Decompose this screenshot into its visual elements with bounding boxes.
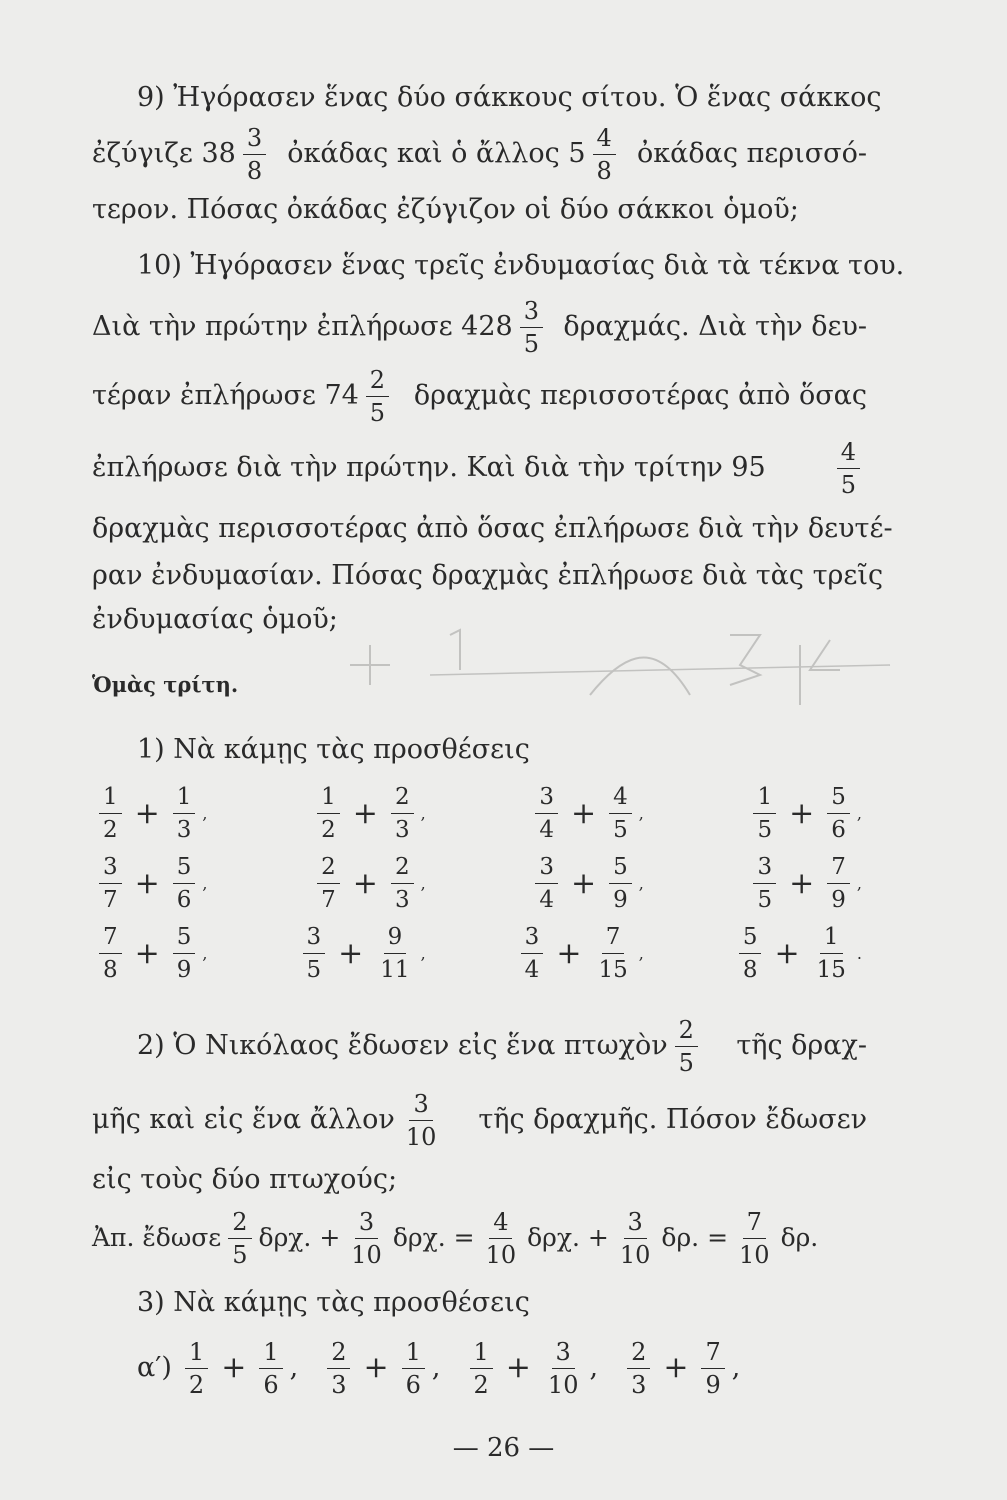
fraction-sum: $\frac{1}{5}$ + $\frac{5}{6}$ ,	[746, 783, 862, 844]
numerator: 2	[327, 1338, 350, 1369]
numerator: 5	[173, 923, 196, 954]
denominator: 6	[831, 816, 846, 843]
denominator: 10	[547, 1370, 579, 1399]
denominator: 3	[331, 1370, 347, 1399]
plus-sign: +	[338, 935, 364, 971]
exercise-2	[92, 1010, 867, 1274]
denominator: 10	[485, 1240, 517, 1269]
numerator: 7	[99, 923, 122, 954]
numerator: 3	[303, 923, 326, 954]
numerator: 9	[384, 923, 407, 954]
numerator: 1	[185, 1338, 208, 1369]
denominator: 5	[523, 329, 539, 358]
grid-row-3	[92, 918, 862, 988]
problem-10-line-7: ἐνδυμασίας ὁμοῦ;	[92, 604, 338, 635]
denominator: 5	[757, 816, 773, 843]
plus-sign: +	[505, 1350, 531, 1385]
denominator: 7	[321, 886, 336, 913]
denominator: 5	[232, 1240, 248, 1269]
numerator: 4	[489, 1208, 512, 1239]
plus-sign: +	[352, 865, 378, 901]
fraction-sum: $\frac{2}{3}$ + $\frac{1}{6}$ ,	[320, 1338, 440, 1399]
fraction-sum: $\frac{3}{4}$ + $\frac{5}{9}$ ,	[528, 853, 644, 914]
numerator: 3	[355, 1208, 378, 1239]
fraction-sum: $\frac{3}{4}$ + $\frac{7}{15}$ ,	[514, 923, 644, 984]
numerator: 3	[99, 853, 122, 884]
denominator: 8	[596, 156, 612, 185]
fraction-sum: $\frac{1}{2}$ + $\frac{1}{6}$ ,	[178, 1338, 298, 1399]
denominator: 10	[405, 1122, 437, 1151]
numerator: 3	[243, 124, 266, 155]
plus-sign: +	[789, 865, 815, 901]
denominator: 3	[631, 1370, 647, 1399]
denominator: 5	[757, 886, 773, 913]
numerator: 3	[535, 853, 558, 884]
denominator: 4	[524, 956, 540, 983]
numerator: 3	[535, 783, 558, 814]
denominator: 8	[103, 956, 118, 983]
denominator: 2	[473, 1370, 489, 1399]
fraction	[593, 124, 616, 185]
fraction	[616, 1208, 655, 1269]
grid-row-2	[92, 848, 862, 918]
numerator: 7	[743, 1208, 766, 1239]
numerator: 7	[827, 853, 850, 884]
numerator: 1	[173, 783, 196, 814]
fraction-sum: $\frac{2}{7}$ + $\frac{2}{3}$ ,	[310, 853, 426, 914]
numerator: 2	[366, 366, 389, 397]
denominator: 9	[705, 1370, 721, 1399]
numerator: 3	[520, 297, 543, 328]
plus-sign: +	[134, 865, 160, 901]
numerator: 1	[820, 923, 843, 954]
fraction-sum: $\frac{3}{5}$ + $\frac{7}{9}$ ,	[746, 853, 862, 914]
fraction-sum: $\frac{5}{8}$ + $\frac{1}{15}$ .	[732, 923, 862, 984]
fraction-sum: $\frac{1}{2}$ + $\frac{3}{10}$ ,	[463, 1338, 599, 1399]
problem-10-line-2: Διὰ τὴν πρώτην ἐπλήρωσε 428 $\frac{3}{5}$ δραχμάς. Διὰ τὴν δευ-	[92, 296, 867, 358]
denominator: 4	[539, 816, 554, 843]
denominator: 15	[598, 956, 628, 983]
numerator: 4	[593, 124, 616, 155]
numerator: 1	[402, 1338, 425, 1369]
denominator: 2	[188, 1370, 205, 1399]
fraction-sum: $\frac{3}{7}$ + $\frac{5}{6}$ ,	[92, 853, 208, 914]
numerator: 5	[827, 783, 850, 814]
fraction	[366, 366, 389, 427]
plus-sign: +	[774, 935, 800, 971]
fraction	[243, 124, 266, 185]
exercise-3: 3) Νὰ κάμῃς τὰς προσθέσεις α′) $\frac{1}{2}$ + $\frac{1}{6}$ , $\frac{2}{3}$ + $\frac{1}{6}$ , $\frac{1}{2}$ + $\frac{3}{10}$ , $\frac{2}{3}$ + $\frac{7}{9}$ ,	[92, 1278, 867, 1408]
plus-sign: +	[570, 865, 597, 901]
plus-sign: +	[363, 1350, 389, 1385]
numerator: 2	[391, 853, 414, 884]
denominator: 3	[394, 816, 410, 843]
numerator: 1	[99, 783, 122, 814]
section-header: Ὁμὰς τρίτη.	[92, 672, 239, 697]
denominator: 10	[619, 1240, 651, 1269]
problem-10-line-5: δραχμὰς περισσοτέρας ἀπὸ ὅσας ἐπλήρωσε διὰ τὴν δευτέ-	[92, 513, 893, 544]
numerator: 3	[409, 1090, 432, 1121]
fraction-sum: $\frac{1}{2}$ + $\frac{1}{3}$ ,	[92, 783, 208, 844]
fraction	[837, 438, 860, 499]
denominator: 5	[306, 956, 322, 983]
plus-sign: +	[134, 795, 160, 831]
fraction-sum: $\frac{2}{3}$ + $\frac{7}{9}$ ,	[620, 1338, 740, 1399]
problem-9	[92, 70, 882, 238]
plus-sign: +	[556, 935, 582, 971]
numerator: 5	[739, 923, 762, 954]
addition-grid	[92, 778, 862, 988]
numerator: 2	[391, 783, 414, 814]
problem-10-line-6: ραν ἐνδυμασίαν. Πόσας δραχμὰς ἐπλήρωσε διὰ τὰς τρεῖς	[92, 560, 884, 591]
plus-sign: +	[352, 795, 378, 831]
numerator: 3	[521, 923, 544, 954]
plus-sign: +	[134, 935, 160, 971]
fraction-sum: $\frac{7}{8}$ + $\frac{5}{9}$ ,	[92, 923, 208, 984]
fraction	[735, 1208, 774, 1269]
numerator: 2	[228, 1208, 251, 1239]
denominator: 5	[840, 470, 856, 499]
numerator: 3	[624, 1208, 647, 1239]
numerator: 1	[259, 1338, 282, 1369]
denominator: 5	[369, 398, 386, 427]
fraction-sum: $\frac{3}{5}$ + $\frac{9}{11}$ ,	[296, 923, 426, 984]
numerator: 3	[753, 853, 776, 884]
denominator: 9	[831, 886, 846, 913]
plus-sign: +	[570, 795, 597, 831]
fraction	[228, 1208, 251, 1269]
denominator: 4	[539, 886, 554, 913]
denominator: 3	[176, 816, 192, 843]
pencil-marks	[330, 605, 930, 725]
exercise-2-answer: Ἀπ. ἔδωσε $\frac{2}{5}$ δρχ. + $\frac{3}{10}$ δρχ. = $\frac{4}{10}$ δρχ. + $\frac{3}{10}$ δρ. = $\frac{7}{10}$ δρ.	[92, 1207, 819, 1269]
plus-sign: +	[221, 1350, 247, 1385]
numerator: 4	[837, 438, 860, 469]
numerator: 2	[675, 1016, 698, 1047]
fraction-sum: $\frac{1}{2}$ + $\frac{2}{3}$ ,	[310, 783, 426, 844]
fraction	[402, 1090, 441, 1151]
problem-9-line-3: τερον. Πόσας ὀκάδας ἐζύγιζον οἱ δύο σάκκοι ὁμοῦ;	[92, 194, 799, 225]
numerator: 5	[609, 853, 632, 884]
grid-row-1	[92, 778, 862, 848]
denominator: 5	[613, 816, 628, 843]
numerator: 4	[609, 783, 632, 814]
plus-sign: +	[789, 795, 815, 831]
denominator: 10	[739, 1240, 770, 1269]
page-number: — 26 —	[452, 1433, 555, 1463]
problem-9-line-2: ἐζύγιζε 38 $\frac{3}{8}$ ὀκάδας καὶ ὁ ἄλλος 5 $\frac{4}{8}$ ὀκάδας περισσό-	[92, 123, 867, 185]
numerator: 1	[470, 1338, 493, 1369]
plus-sign: +	[663, 1350, 689, 1385]
denominator: 6	[176, 886, 192, 913]
numerator: 2	[627, 1338, 650, 1369]
denominator: 11	[380, 956, 410, 983]
denominator: 5	[678, 1048, 694, 1077]
denominator: 9	[613, 886, 628, 913]
exercise-2-line-2: μῆς καὶ εἰς ἕνα ἄλλον $\frac{3}{10}$ τῆς δραχμῆς. Πόσον ἔδωσεν	[92, 1089, 867, 1151]
denominator: 2	[103, 816, 118, 843]
numerator: 7	[701, 1338, 724, 1369]
numerator: 2	[317, 853, 340, 884]
denominator: 2	[321, 816, 336, 843]
fraction	[675, 1016, 698, 1077]
problem-10-line-1: 10) Ἠγόρασεν ἕνας τρεῖς ἐνδυμασίας διὰ τὰ τέκνα του.	[137, 250, 905, 281]
fraction-sum: $\frac{3}{4}$ + $\frac{4}{5}$ ,	[528, 783, 644, 844]
numerator: 3	[552, 1338, 575, 1369]
numerator: 1	[753, 783, 776, 814]
fraction	[347, 1208, 386, 1269]
fraction	[520, 297, 543, 358]
problem-10	[92, 238, 905, 642]
denominator: 10	[351, 1240, 382, 1269]
denominator: 9	[176, 956, 192, 983]
numerator: 1	[317, 783, 340, 814]
denominator: 8	[246, 156, 263, 185]
exercise-1-prompt: 1) Νὰ κάμῃς τὰς προσθέσεις	[137, 734, 530, 765]
exercise-2-line-3: εἰς τοὺς δύο πτωχούς;	[92, 1164, 398, 1195]
problem-9-line-1: 9) Ἠγόρασεν ἕνας δύο σάκκους σίτου. Ὁ ἕνας σάκκος	[137, 82, 882, 113]
problem-10-line-4: ἐπλήρωσε διὰ τὴν πρώτην. Καὶ διὰ τὴν τρίτην 95 $\frac{4}{5}$	[92, 432, 867, 504]
denominator: 8	[742, 956, 758, 983]
numerator: 7	[602, 923, 625, 954]
denominator: 3	[394, 886, 410, 913]
numerator: 5	[173, 853, 196, 884]
exercise-3-row: α′) $\frac{1}{2}$ + $\frac{1}{6}$ , $\frac{2}{3}$ + $\frac{1}{6}$ , $\frac{1}{2}$ + $\frac{3}{10}$ , $\frac{2}{3}$ + $\frac{7}{9}$ ,	[137, 1337, 741, 1399]
denominator: 15	[816, 956, 846, 983]
exercise-2-line-1: 2) Ὁ Νικόλαος ἔδωσεν εἰς ἕνα πτωχὸν $\frac{2}{5}$ τῆς δραχ-	[137, 1015, 867, 1077]
denominator: 7	[103, 886, 118, 913]
denominator: 6	[263, 1370, 279, 1399]
denominator: 6	[405, 1370, 421, 1399]
fraction	[482, 1208, 521, 1269]
problem-10-line-3: τέραν ἐπλήρωσε 74 $\frac{2}{5}$ δραχμὰς περισσοτέρας ἀπὸ ὅσας	[92, 365, 867, 427]
